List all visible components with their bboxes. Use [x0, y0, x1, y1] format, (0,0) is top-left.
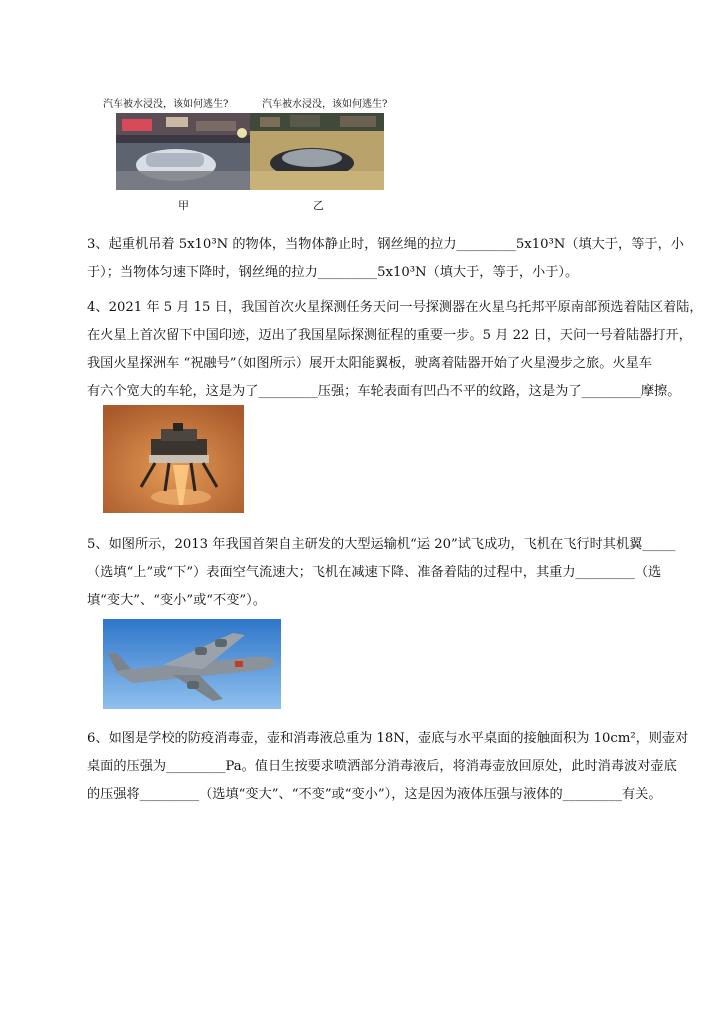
question-5: [87, 531, 677, 615]
figure1-caption-right: 汽车被水浸没，该如何逃生?: [262, 99, 388, 110]
question-4: [87, 294, 703, 406]
question-4-line-4: 有六个宽大的车轮，这是为了_________压强；车轮表面有凹凸不平的纹路，这是为了_________摩擦。: [87, 384, 681, 399]
question-3-line-2: 于）；当物体匀速下降时，钢丝绳的拉力_________5x10³N（填大于，等于，小于）。: [87, 265, 579, 280]
question-3-line-1: 3、起重机吊着 5x10³N 的物体，当物体静止时，钢丝绳的拉力_________5x10³N（填大于，等于，小: [87, 237, 684, 252]
question-3: [87, 231, 684, 287]
question-4-line-1: 4、2021 年 5 月 15 日，我国首次火星探测任务天问一号探测器在火星乌托邦平原南部预选着陆区着陆，: [87, 300, 703, 315]
question-6-line-2: 桌面的压强为_________Pa。值日生按要求喷洒部分消毒液后，将消毒壶放回原处，此时消毒波对壶底: [87, 759, 677, 774]
question-5-line-1: 5、如图所示，2013 年我国首架自主研发的大型运输机“运 20”试飞成功，飞机在飞行时其机翼_____: [87, 537, 676, 552]
flood-photo-left: [116, 113, 250, 190]
figure1-label-right: 乙: [313, 199, 324, 212]
figure1-caption-left: 汽车被水浸没，该如何逃生?: [103, 99, 229, 110]
flood-photo-right: [250, 113, 384, 190]
mars-lander-image: [103, 405, 244, 513]
question-6: [87, 725, 689, 809]
question-6-line-1: 6、如图是学校的防疫消毒壶，壶和消毒液总重为 18N，壶底与水平桌面的接触面积为 10cm²，则壶对: [87, 731, 689, 746]
figure1-label-left: 甲: [178, 199, 189, 212]
question-5-line-3: 填“变大”、“变小”或“不变”）。: [87, 593, 266, 608]
question-5-line-2: （选填“上”或“下”）表面空气流速大；飞机在减速下降、准备着陆的过程中，其重力_________（选: [87, 565, 662, 580]
question-4-line-3: 我国火星探洲车 “祝融号”（如图所示）展开太阳能翼板，驶离着陆器开始了火星漫步之旅。火星车: [87, 356, 652, 371]
airplane-image: [103, 619, 281, 709]
question-6-line-3: 的压强将_________（选填“变大”、“不变”或“变小”），这是因为液体压强与液体的_________有关。: [87, 787, 662, 802]
question-4-line-2: 在火星上首次留下中国印迹，迈出了我国星际探测征程的重要一步。5 月 22 日，天问一号着陆器打开，: [87, 328, 692, 343]
